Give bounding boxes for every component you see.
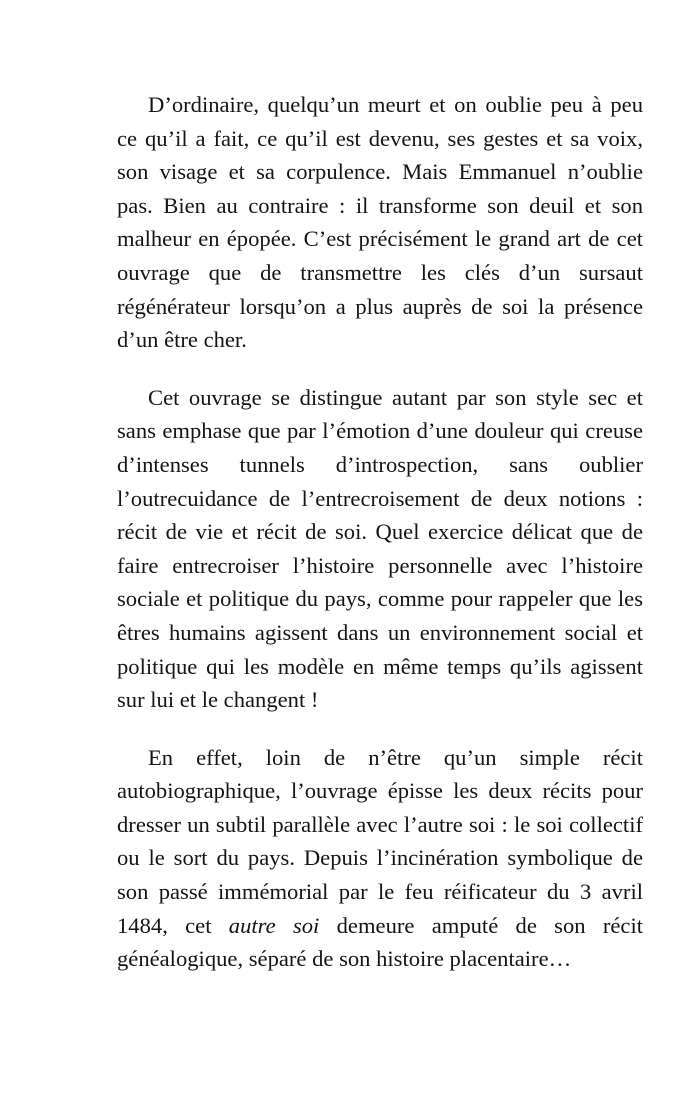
paragraph-3-text-start: En effet, loin de n’être qu’un simple récit autobiographique, l’ouvrage épisse les deux récits pour dresser un subtil parallèle avec l’autre soi : le soi collectif ou le sort du pays. Depuis l’incinération symbolique de son passé immémorial par le feu réificateur du 3 avril 1484, cet: [117, 744, 643, 938]
paragraph-3-text-end: demeure amputé de son récit généalogique, séparé de son histoire placentaire…: [117, 912, 643, 972]
paragraph-1: D’ordinaire, quelqu’un meurt et on oublie peu à peu ce qu’il a fait, ce qu’il est devenu, ses gestes et sa voix, son visage et sa corpulence. Mais Emmanuel n’oublie pas. Bien au contraire : il transforme son deuil et son malheur en épopée. C’est précisément le grand art de cet ouvrage que de transmettre les clés d’un sursaut régénérateur lorsqu’on a plus auprès de soi la présence d’un être cher.: [117, 92, 643, 353]
paragraph-3: [117, 741, 643, 976]
italic-phrase: autre soi: [228, 912, 320, 938]
body-text: [117, 88, 643, 976]
paragraph-2: Cet ouvrage se distingue autant par son style sec et sans emphase que par l’émotion d’une douleur qui creuse d’intenses tunnels d’introspection, sans oublier l’outrecuidance de l’entrecroisement de deux notions : récit de vie et récit de soi. Quel exercice délicat que de faire entrecroiser l’histoire personnelle avec l’histoire sociale et politique du pays, comme pour rappeler que les êtres humains agissent dans un environnement social et politique qui les modèle en même temps qu’ils agissent sur lui et le changent !: [117, 384, 643, 713]
